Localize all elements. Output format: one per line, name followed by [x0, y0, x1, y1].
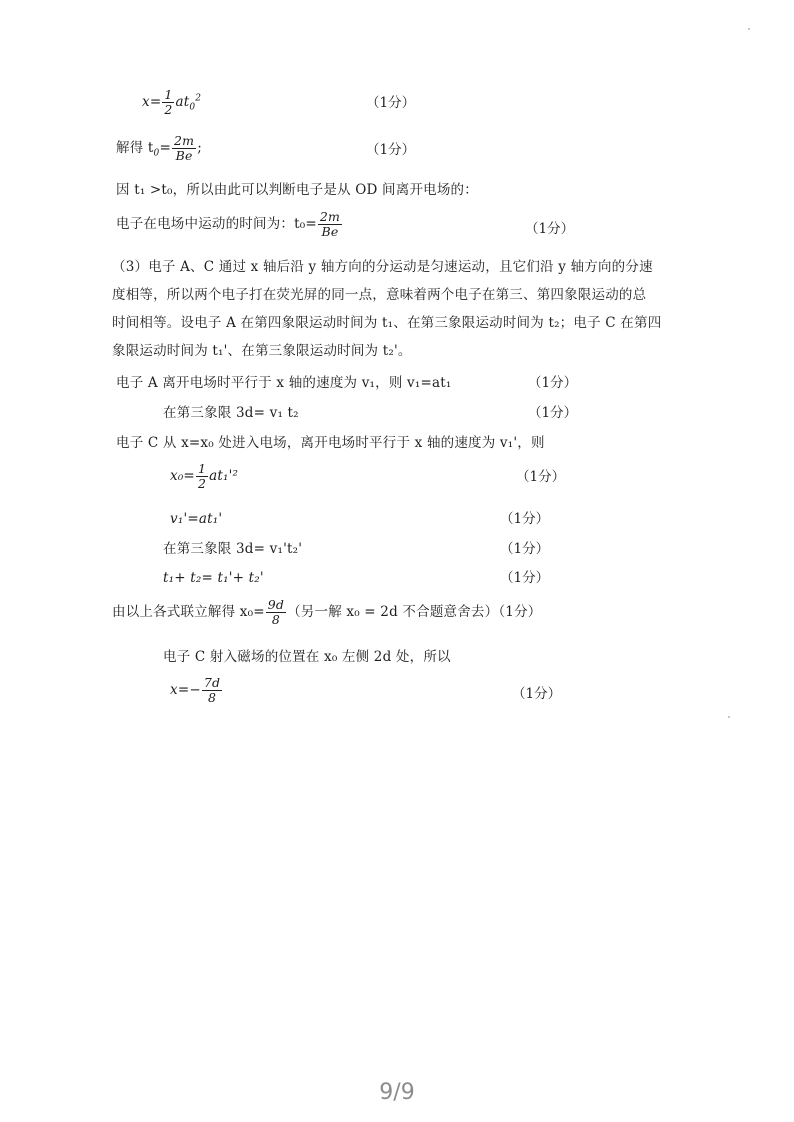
superscript: 2 — [195, 93, 202, 104]
equation-text: x₀= — [170, 468, 195, 484]
scan-speck — [728, 716, 730, 718]
fraction-numerator: 1 — [197, 461, 207, 476]
fraction-denominator: 2 — [164, 102, 173, 117]
score-label: （1分） — [500, 541, 550, 557]
equation-text: ; — [197, 140, 202, 156]
equation-text: = — [159, 140, 171, 156]
score-label: （1分） — [500, 511, 550, 527]
equation-text: （另一解 x₀ = 2d 不合题意舍去）（1分） — [287, 604, 542, 620]
equation-line: t₁+ t₂= t₁'+ t₂' — [163, 570, 264, 586]
fraction-numerator: 7d — [203, 675, 221, 690]
fraction — [266, 598, 286, 627]
paragraph-line: （3）电子 A、C 通过 x 轴后沿 y 轴方向的分运动是匀速运动，且它们沿 y 轴方向的分速 — [112, 259, 653, 275]
fraction — [202, 676, 222, 705]
fraction-numerator: 2m — [173, 133, 195, 148]
fraction-denominator: Be — [321, 224, 339, 239]
text-line: 因 t₁ >t₀，所以由此可以判断电子是从 OD 间离开电场的： — [116, 182, 478, 198]
score-label: （1分） — [366, 142, 416, 158]
fraction — [172, 134, 196, 163]
equation-line — [116, 210, 343, 239]
fraction-numerator: 1 — [164, 87, 173, 102]
equation-line: v₁'=at₁' — [170, 511, 223, 527]
fraction — [318, 210, 342, 239]
paragraph-line: 度相等，所以两个电子打在荧光屏的同一点，意味着两个电子在第三、第四象限运动的总 — [112, 287, 647, 303]
fraction-numerator: 9d — [267, 597, 285, 612]
fraction-denominator: 2 — [197, 476, 207, 491]
scan-speck — [748, 28, 750, 30]
score-label: （1分） — [525, 221, 575, 237]
fraction — [196, 462, 208, 491]
text-line: 电子 C 射入磁场的位置在 x₀ 左侧 2d 处，所以 — [163, 649, 451, 665]
score-label: （1分） — [528, 405, 578, 421]
equation-text: at₁'² — [209, 468, 239, 484]
page-number: 9/9 — [379, 1080, 415, 1105]
equation-line: 在第三象限 3d= v₁'t₂' — [163, 541, 303, 557]
fraction-denominator: 8 — [271, 612, 280, 627]
equation-text: x= — [142, 94, 162, 110]
score-label: （1分） — [528, 375, 578, 391]
score-label: （1分） — [366, 95, 416, 111]
equation-line — [170, 462, 238, 491]
equation-line — [142, 88, 201, 117]
paragraph-line: 时间相等。设电子 A 在第四象限运动时间为 t₁、在第三象限运动时间为 t₂；电子 C 在第四 — [112, 315, 662, 331]
text-line: 在第三象限 3d= v₁ t₂ — [163, 405, 299, 421]
equation-text: 电子在电场中运动的时间为：t₀= — [116, 216, 317, 232]
equation-line — [170, 676, 223, 705]
text-line: 电子 C 从 x=x₀ 处进入电场，离开电场时平行于 x 轴的速度为 v₁'，则 — [116, 435, 545, 451]
subscript: 0 — [153, 148, 160, 159]
equation-text: 解得 t — [116, 140, 154, 156]
equation-text: 由以上各式联立解得 x₀= — [112, 604, 265, 620]
equation-text: x=− — [170, 682, 201, 698]
score-label: （1分） — [512, 686, 562, 702]
subscript: 0 — [189, 102, 196, 113]
fraction — [162, 88, 174, 117]
equation-text: at — [175, 94, 190, 110]
score-label: （1分） — [500, 570, 550, 586]
fraction-denominator: 8 — [207, 690, 217, 705]
score-label: （1分） — [516, 469, 566, 485]
equation-line — [116, 134, 202, 163]
equation-line — [112, 598, 541, 627]
fraction-numerator: 2m — [319, 209, 341, 224]
fraction-denominator: Be — [175, 148, 193, 163]
paragraph-line: 象限运动时间为 t₁'、在第三象限运动时间为 t₂'。 — [112, 343, 412, 359]
text-line: 电子 A 离开电场时平行于 x 轴的速度为 v₁，则 v₁=at₁ — [116, 375, 452, 391]
